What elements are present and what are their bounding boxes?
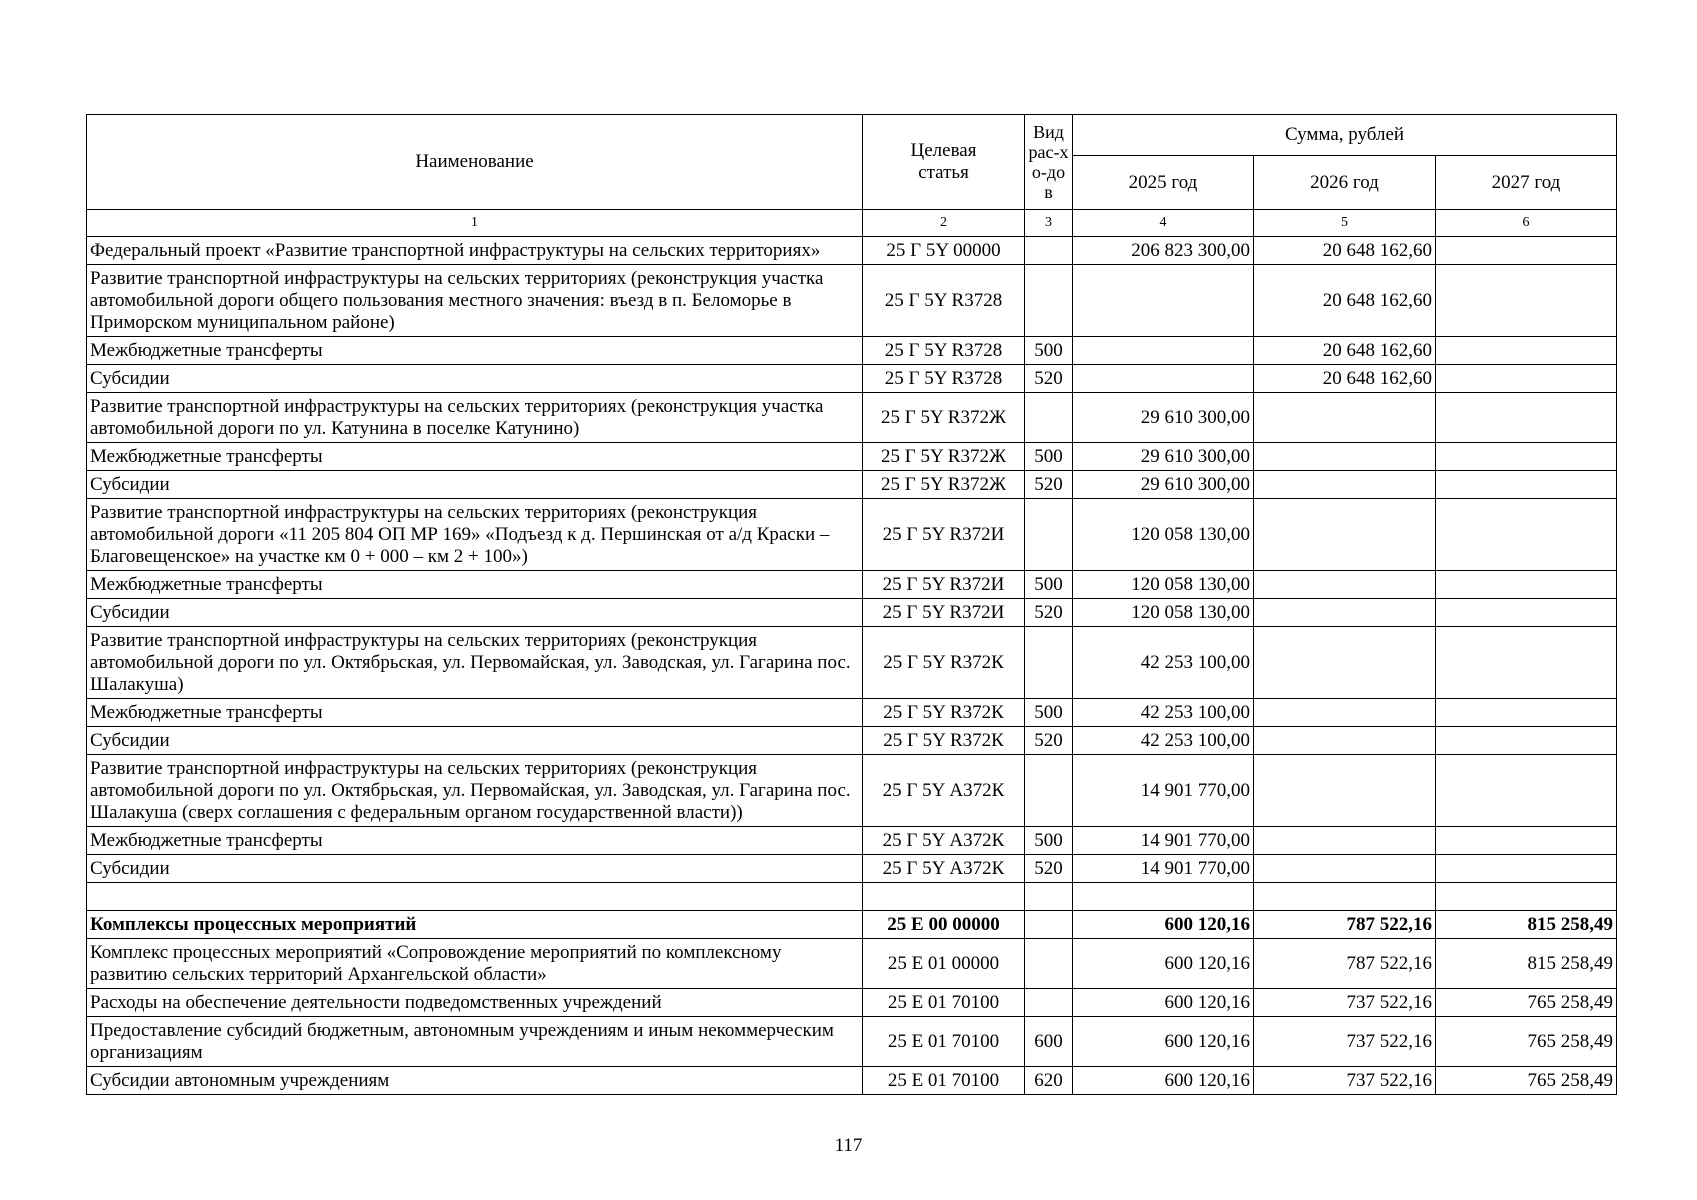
column-numbers-row: [87, 210, 1617, 237]
row-amount-2025: 600 120,16: [1073, 1067, 1254, 1095]
table-row: [87, 393, 1617, 443]
table-header: [87, 115, 1617, 237]
row-amount-2027: [1436, 883, 1617, 911]
row-amount-2026: [1254, 393, 1436, 443]
row-name: Субсидии: [87, 855, 863, 883]
row-expense-type: 600: [1025, 1017, 1073, 1067]
row-name: Субсидии: [87, 471, 863, 499]
row-expense-type: 500: [1025, 443, 1073, 471]
row-target-article: 25 Г 5Y R3728: [863, 265, 1025, 337]
row-amount-2026: [1254, 755, 1436, 827]
row-name: Развитие транспортной инфраструктуры на сельских территориях (реконструкция автомобильной дороги «11 205 804 ОП МР 169» «Подъезд к д. Першинская от а/д Краски – Благовещенское» на участке км 0 + 000 – км 2 + 100»): [87, 499, 863, 571]
row-target-article: 25 Г 5Y R372К: [863, 699, 1025, 727]
row-expense-type: [1025, 989, 1073, 1017]
row-amount-2027: 815 258,49: [1436, 939, 1617, 989]
row-amount-2025: [1073, 365, 1254, 393]
row-target-article: 25 Г 5Y 00000: [863, 237, 1025, 265]
row-target-article: 25 Г 5Y R3728: [863, 365, 1025, 393]
row-amount-2025: 29 610 300,00: [1073, 471, 1254, 499]
row-amount-2026: 20 648 162,60: [1254, 265, 1436, 337]
table-body: [87, 237, 1617, 1095]
row-target-article: 25 Г 5Y А372К: [863, 855, 1025, 883]
header-target-article: Целевая статья: [863, 115, 1025, 210]
row-target-article: 25 Е 01 70100: [863, 989, 1025, 1017]
table-row: [87, 571, 1617, 599]
row-expense-type: 520: [1025, 727, 1073, 755]
table-row: [87, 989, 1617, 1017]
row-name: Комплексы процессных мероприятий: [87, 911, 863, 939]
row-amount-2027: [1436, 499, 1617, 571]
row-expense-type: 500: [1025, 827, 1073, 855]
row-amount-2025: 600 120,16: [1073, 911, 1254, 939]
row-amount-2026: 787 522,16: [1254, 911, 1436, 939]
row-expense-type: 520: [1025, 471, 1073, 499]
row-amount-2025: 120 058 130,00: [1073, 499, 1254, 571]
row-amount-2027: [1436, 727, 1617, 755]
header-name: Наименование: [87, 115, 863, 210]
column-number: 4: [1073, 210, 1254, 237]
row-target-article: 25 Е 00 00000: [863, 911, 1025, 939]
table-row: [87, 337, 1617, 365]
row-amount-2027: 765 258,49: [1436, 1067, 1617, 1095]
table-row: [87, 827, 1617, 855]
row-target-article: 25 Г 5Y R372К: [863, 627, 1025, 699]
row-amount-2026: [1254, 627, 1436, 699]
row-amount-2025: 14 901 770,00: [1073, 855, 1254, 883]
row-name: Межбюджетные трансферты: [87, 443, 863, 471]
table-row: [87, 365, 1617, 393]
table-row: [87, 443, 1617, 471]
row-name: Субсидии автономным учреждениям: [87, 1067, 863, 1095]
row-target-article: 25 Е 01 70100: [863, 1067, 1025, 1095]
row-amount-2026: [1254, 571, 1436, 599]
row-expense-type: [1025, 237, 1073, 265]
row-expense-type: 520: [1025, 855, 1073, 883]
row-amount-2025: 600 120,16: [1073, 989, 1254, 1017]
row-expense-type: [1025, 755, 1073, 827]
row-amount-2027: [1436, 699, 1617, 727]
row-target-article: 25 Г 5Y R372И: [863, 499, 1025, 571]
row-name: Субсидии: [87, 727, 863, 755]
table-row: [87, 1067, 1617, 1095]
row-name: Субсидии: [87, 599, 863, 627]
row-name: Межбюджетные трансферты: [87, 337, 863, 365]
page-number: 117: [834, 1135, 863, 1156]
row-amount-2025: [1073, 265, 1254, 337]
row-name: Субсидии: [87, 365, 863, 393]
row-amount-2026: 20 648 162,60: [1254, 365, 1436, 393]
row-expense-type: [1025, 939, 1073, 989]
row-amount-2026: [1254, 499, 1436, 571]
row-amount-2025: 14 901 770,00: [1073, 755, 1254, 827]
row-expense-type: [1025, 265, 1073, 337]
row-expense-type: 620: [1025, 1067, 1073, 1095]
row-amount-2025: 29 610 300,00: [1073, 393, 1254, 443]
row-amount-2026: 20 648 162,60: [1254, 237, 1436, 265]
table-row: [87, 265, 1617, 337]
table-row: [87, 627, 1617, 699]
table-row: [87, 911, 1617, 939]
row-name: Расходы на обеспечение деятельности подведомственных учреждений: [87, 989, 863, 1017]
row-expense-type: [1025, 911, 1073, 939]
row-expense-type: 520: [1025, 365, 1073, 393]
header-year-2025: 2025 год: [1073, 156, 1254, 210]
table-row: [87, 699, 1617, 727]
row-target-article: [863, 883, 1025, 911]
row-name: Межбюджетные трансферты: [87, 571, 863, 599]
row-amount-2027: [1436, 393, 1617, 443]
row-amount-2027: 765 258,49: [1436, 1017, 1617, 1067]
row-amount-2026: 20 648 162,60: [1254, 337, 1436, 365]
row-amount-2027: [1436, 337, 1617, 365]
row-expense-type: 500: [1025, 337, 1073, 365]
table-row: [87, 883, 1617, 911]
row-amount-2026: [1254, 443, 1436, 471]
row-expense-type: [1025, 883, 1073, 911]
row-target-article: 25 Г 5Y R372Ж: [863, 443, 1025, 471]
table-row: [87, 939, 1617, 989]
row-amount-2027: [1436, 627, 1617, 699]
row-target-article: 25 Е 01 00000: [863, 939, 1025, 989]
row-amount-2026: 737 522,16: [1254, 1067, 1436, 1095]
table-row: [87, 471, 1617, 499]
row-amount-2027: [1436, 755, 1617, 827]
row-amount-2025: 42 253 100,00: [1073, 727, 1254, 755]
table-row: [87, 755, 1617, 827]
row-amount-2026: [1254, 599, 1436, 627]
row-target-article: 25 Г 5Y R3728: [863, 337, 1025, 365]
row-amount-2027: [1436, 471, 1617, 499]
row-amount-2027: 765 258,49: [1436, 989, 1617, 1017]
row-amount-2025: 14 901 770,00: [1073, 827, 1254, 855]
header-expense-type: Вид рас-хо-дов: [1025, 115, 1073, 210]
row-amount-2026: [1254, 699, 1436, 727]
row-amount-2025: 29 610 300,00: [1073, 443, 1254, 471]
header-sum: Сумма, рублей: [1073, 115, 1617, 156]
row-expense-type: [1025, 627, 1073, 699]
row-amount-2025: 42 253 100,00: [1073, 627, 1254, 699]
row-amount-2025: [1073, 337, 1254, 365]
table-row: [87, 1017, 1617, 1067]
row-expense-type: 520: [1025, 599, 1073, 627]
row-name: Развитие транспортной инфраструктуры на сельских территориях (реконструкция участка автомобильной дороги общего пользования местного значения: въезд в п. Беломорье в Приморском муниципальном районе): [87, 265, 863, 337]
row-target-article: 25 Г 5Y R372Ж: [863, 393, 1025, 443]
row-expense-type: [1025, 393, 1073, 443]
column-number: 5: [1254, 210, 1436, 237]
row-amount-2025: 600 120,16: [1073, 939, 1254, 989]
row-amount-2027: [1436, 599, 1617, 627]
row-amount-2025: [1073, 883, 1254, 911]
row-name: Федеральный проект «Развитие транспортной инфраструктуры на сельских территориях»: [87, 237, 863, 265]
table-row: [87, 855, 1617, 883]
column-number: 6: [1436, 210, 1617, 237]
row-name: [87, 883, 863, 911]
row-amount-2027: [1436, 365, 1617, 393]
row-expense-type: 500: [1025, 571, 1073, 599]
row-amount-2027: [1436, 571, 1617, 599]
row-name: Межбюджетные трансферты: [87, 699, 863, 727]
row-amount-2025: 206 823 300,00: [1073, 237, 1254, 265]
table-row: [87, 727, 1617, 755]
row-name: Развитие транспортной инфраструктуры на сельских территориях (реконструкция автомобильной дороги по ул. Октябрьская, ул. Первомайская, ул. Заводская, ул. Гагарина пос. Шалакуша (сверх соглашения с федеральным органом государственной власти)): [87, 755, 863, 827]
row-expense-type: [1025, 499, 1073, 571]
row-name: Развитие транспортной инфраструктуры на сельских территориях (реконструкция автомобильной дороги по ул. Октябрьская, ул. Первомайская, ул. Заводская, ул. Гагарина пос. Шалакуша): [87, 627, 863, 699]
row-amount-2027: [1436, 855, 1617, 883]
table-row: [87, 237, 1617, 265]
row-amount-2027: 815 258,49: [1436, 911, 1617, 939]
row-target-article: 25 Г 5Y R372К: [863, 727, 1025, 755]
row-target-article: 25 Е 01 70100: [863, 1017, 1025, 1067]
column-number: 3: [1025, 210, 1073, 237]
row-amount-2027: [1436, 827, 1617, 855]
table-row: [87, 599, 1617, 627]
row-amount-2026: 737 522,16: [1254, 1017, 1436, 1067]
header-year-2027: 2027 год: [1436, 156, 1617, 210]
row-name: Развитие транспортной инфраструктуры на сельских территориях (реконструкция участка автомобильной дороги по ул. Катунина в поселке Катунино): [87, 393, 863, 443]
row-amount-2026: [1254, 855, 1436, 883]
row-amount-2026: [1254, 471, 1436, 499]
row-amount-2026: [1254, 727, 1436, 755]
row-amount-2025: 600 120,16: [1073, 1017, 1254, 1067]
row-target-article: 25 Г 5Y R372Ж: [863, 471, 1025, 499]
row-amount-2025: 42 253 100,00: [1073, 699, 1254, 727]
row-amount-2026: 737 522,16: [1254, 989, 1436, 1017]
column-number: 1: [87, 210, 863, 237]
row-amount-2027: [1436, 265, 1617, 337]
header-year-2026: 2026 год: [1254, 156, 1436, 210]
row-target-article: 25 Г 5Y R372И: [863, 599, 1025, 627]
row-name: Комплекс процессных мероприятий «Сопровождение мероприятий по комплексному развитию сельских территорий Архангельской области»: [87, 939, 863, 989]
row-expense-type: 500: [1025, 699, 1073, 727]
table-row: [87, 499, 1617, 571]
row-amount-2025: 120 058 130,00: [1073, 599, 1254, 627]
row-amount-2026: [1254, 827, 1436, 855]
row-amount-2027: [1436, 237, 1617, 265]
column-number: 2: [863, 210, 1025, 237]
row-amount-2026: 787 522,16: [1254, 939, 1436, 989]
row-amount-2027: [1436, 443, 1617, 471]
row-amount-2026: [1254, 883, 1436, 911]
row-amount-2025: 120 058 130,00: [1073, 571, 1254, 599]
row-target-article: 25 Г 5Y R372И: [863, 571, 1025, 599]
row-name: Межбюджетные трансферты: [87, 827, 863, 855]
budget-table: [86, 114, 1617, 1095]
row-target-article: 25 Г 5Y А372К: [863, 755, 1025, 827]
row-target-article: 25 Г 5Y А372К: [863, 827, 1025, 855]
row-name: Предоставление субсидий бюджетным, автономным учреждениям и иным некоммерческим организациям: [87, 1017, 863, 1067]
